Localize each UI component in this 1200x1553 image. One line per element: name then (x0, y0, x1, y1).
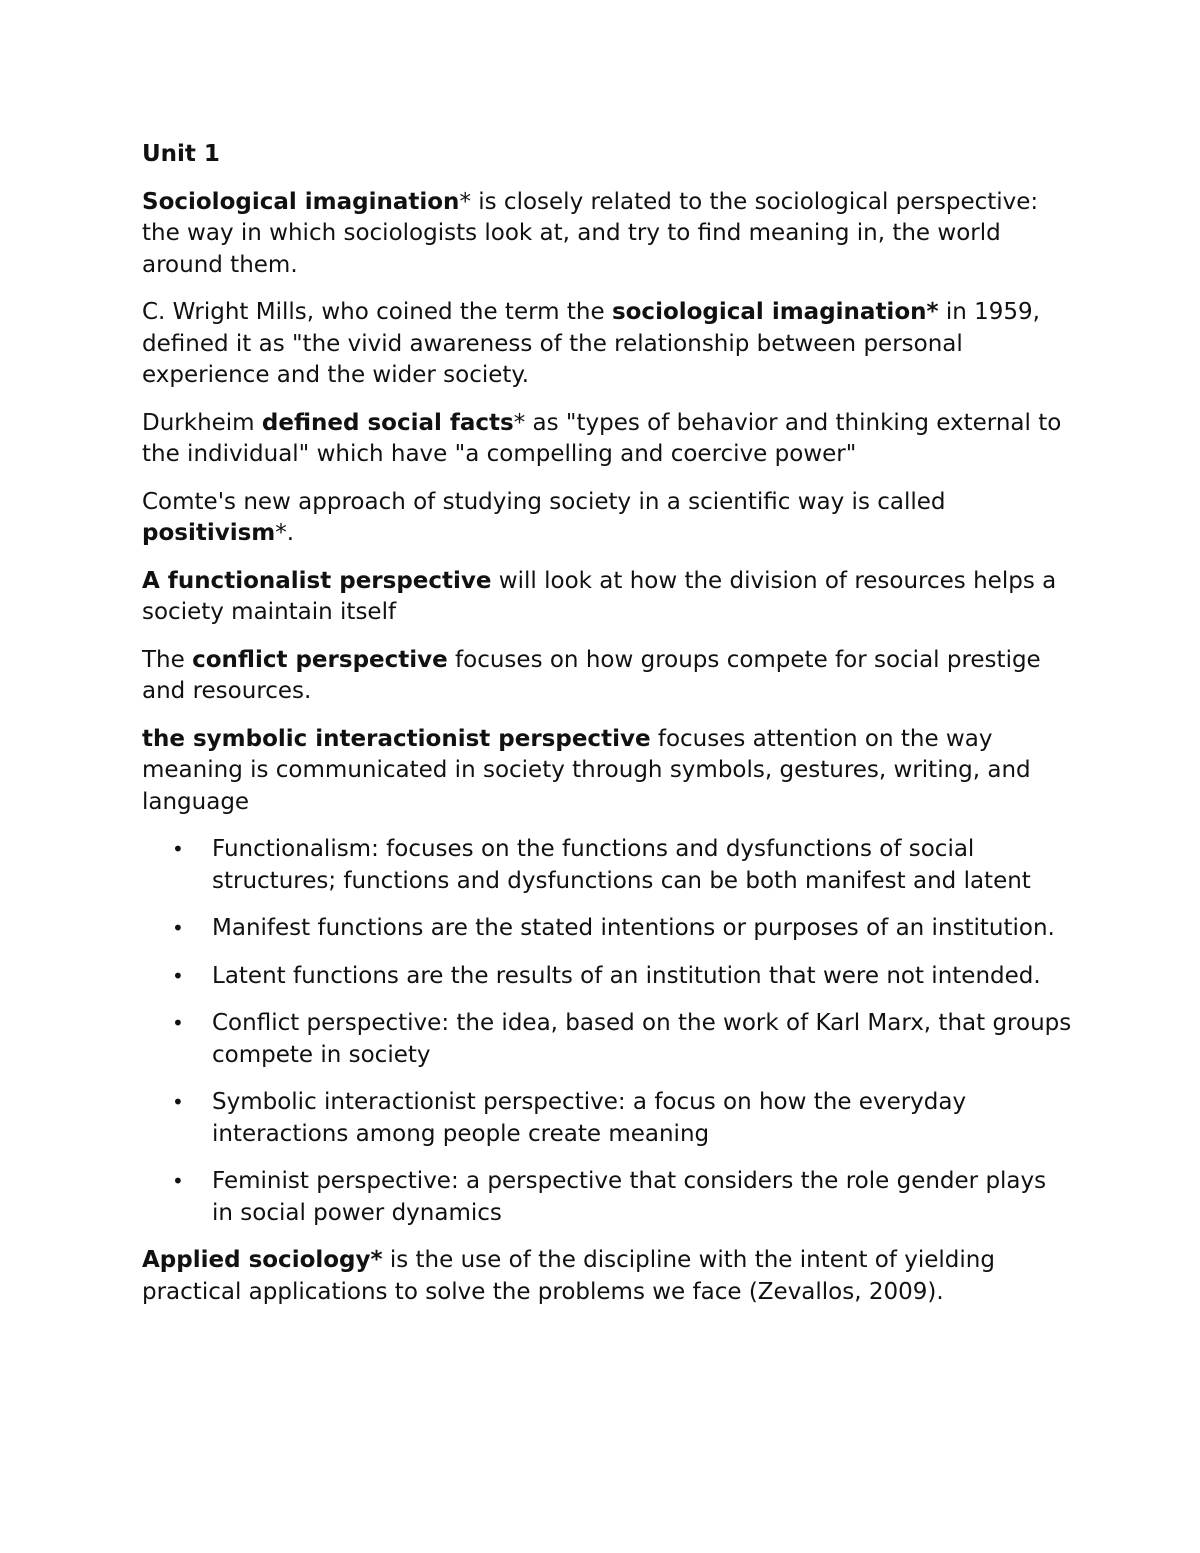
paragraph-text: in 1959, defined it as "the vivid awareness of the relationship between personal experience and the wider society. (142, 299, 1040, 388)
bullet-icon: • (172, 1011, 184, 1035)
term-positivism: positivism (142, 520, 276, 546)
paragraph-text: focuses on how groups compete for social prestige and resources. (142, 646, 1041, 704)
list-item (142, 1087, 1072, 1150)
unit-heading: Unit 1 (142, 141, 220, 167)
list-item (142, 834, 1072, 897)
list-item-text: Symbolic interactionist perspective: a focus on how the everyday interactions among people create meaning (212, 1089, 967, 1147)
term-social-facts: defined social facts (261, 409, 514, 436)
term-sociological-imagination-2: sociological imagination* (611, 299, 939, 325)
bullet-icon: • (172, 1090, 184, 1114)
list-item-text: Functionalism: focuses on the functions and dysfunctions of social structures; functions and dysfunctions can be both manifest and latent (212, 836, 1031, 894)
bullet-icon: • (172, 837, 184, 861)
paragraph-text: is the use of the discipline with the intent of yielding practical applications to solve the problems we face (Zevallos, 2009). (142, 1247, 995, 1305)
paragraph-durkheim (142, 408, 1072, 471)
paragraph-comte (142, 487, 1072, 550)
paragraph-sociological-imagination (142, 187, 1072, 282)
paragraph-applied-sociology (142, 1245, 1072, 1308)
term-sociological-imagination: Sociological imagination (142, 188, 460, 215)
paragraph-conflict (142, 645, 1072, 708)
paragraph-wright-mills (142, 297, 1072, 392)
term-symbolic-interactionist-perspective: the symbolic interactionist perspective (142, 725, 651, 752)
list-item (142, 913, 1072, 945)
paragraph-text: Comte's new approach of studying society in a scientific way is called (142, 488, 946, 515)
list-item-text: Latent functions are the results of an institution that were not intended. (212, 962, 1041, 989)
list-item (142, 1166, 1072, 1229)
document-page (142, 139, 1072, 1324)
paragraph-functionalist (142, 566, 1072, 629)
list-item-text: Conflict perspective: the idea, based on the work of Karl Marx, that groups compete in society (212, 1010, 1072, 1068)
paragraph-text: will look at how the division of resources helps a society maintain itself (142, 567, 1057, 625)
paragraph-text: Durkheim (142, 409, 262, 436)
list-item (142, 961, 1072, 993)
list-item-text: Manifest functions are the stated intentions or purposes of an institution. (212, 915, 1055, 941)
list-item (142, 1008, 1072, 1071)
term-conflict-perspective: conflict perspective (192, 646, 448, 673)
paragraph-text: * is closely related to the sociological perspective: the way in which sociologists look at, and try to find meaning in, the world around them. (142, 188, 1039, 278)
bullet-icon: • (172, 963, 184, 988)
bullet-icon: • (172, 1169, 184, 1193)
paragraph-text: The (142, 646, 193, 673)
paragraph-text: C. Wright Mills, who coined the term the (142, 299, 612, 325)
paragraph-text: focuses attention on the way meaning is communicated in society through symbols, gestures, writing, and language (142, 725, 1031, 815)
paragraph-text: * as "types of behavior and thinking external to the individual" which have "a compelling and coercive power" (142, 409, 1062, 467)
perspectives-list (142, 834, 1072, 1229)
bullet-icon: • (172, 916, 184, 940)
term-functionalist-perspective: A functionalist perspective (142, 567, 492, 594)
paragraph-symbolic-interactionist (142, 724, 1072, 819)
term-applied-sociology: Applied sociology* (142, 1247, 383, 1273)
paragraph-text: *. (275, 520, 295, 546)
list-item-text: Feminist perspective: a perspective that considers the role gender plays in social power dynamics (212, 1168, 1047, 1226)
